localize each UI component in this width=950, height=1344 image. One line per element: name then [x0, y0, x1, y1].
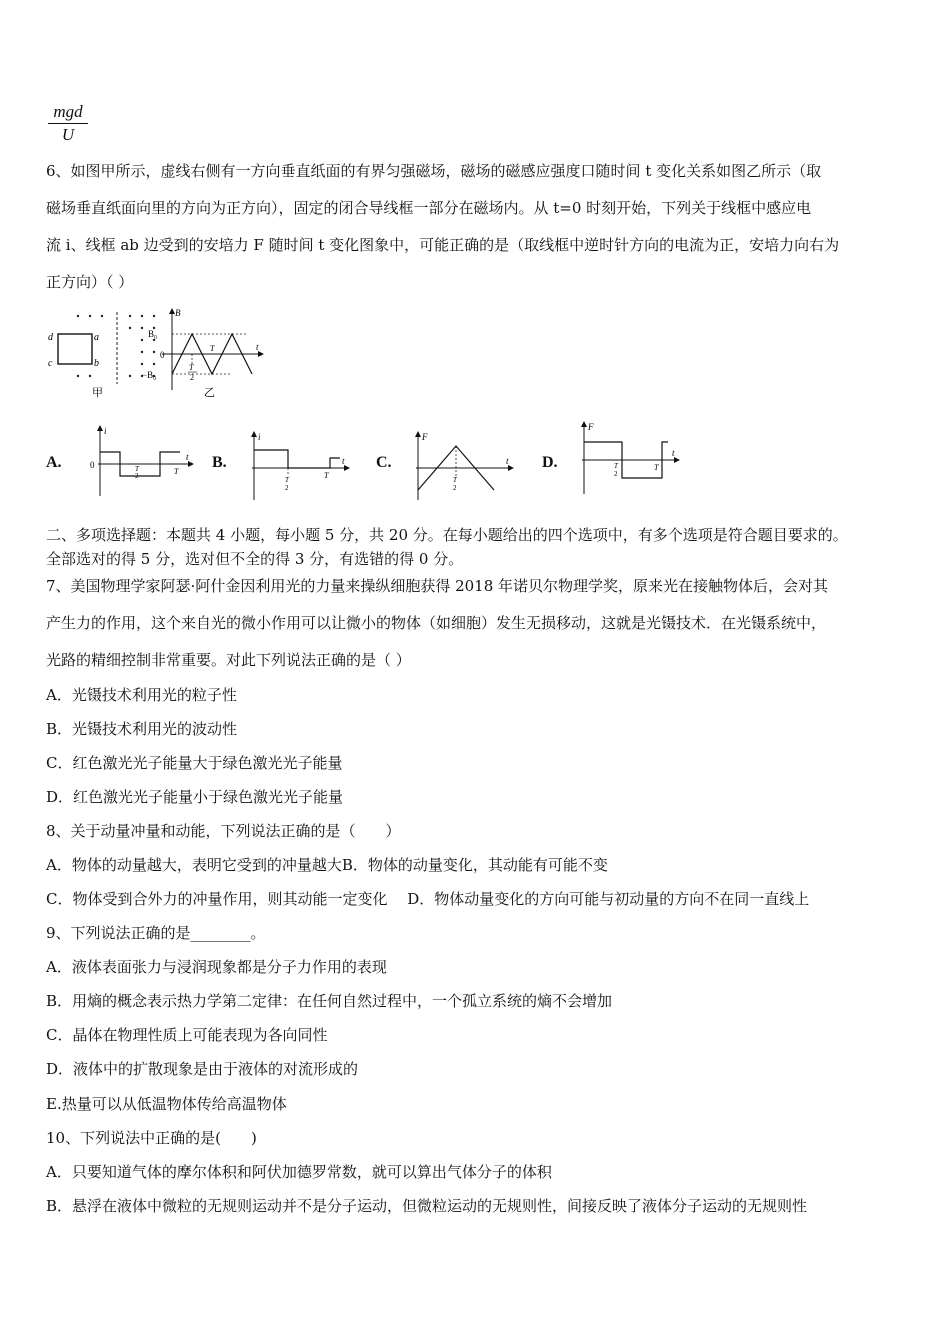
q10-option-b[interactable]: B．悬浮在液体中微粒的无规则运动并不是分子运动，但微粒运动的无规则性，间接反映了液体分子运动的无规则性	[46, 1197, 808, 1215]
q8-options-cd[interactable]: C．物体受到合外力的冲量作用，则其动能一定变化 D．物体动量变化的方向可能与初动量的方向不在同一直线上	[46, 890, 810, 908]
tick-half-num: T	[614, 462, 618, 470]
q6-figure	[44, 306, 274, 402]
q8-options-ab[interactable]: A．物体的动量越大，表明它受到的冲量越大B．物体的动量变化，其动能有可能不变	[46, 856, 608, 874]
q9-option-a[interactable]: A．液体表面张力与浸润现象都是分子力作用的表现	[46, 958, 387, 976]
q7-line-2: 产生力的作用，这个来自光的微小作用可以让微小的物体（如细胞）发生无损移动，这就是光镊技术．在光镊系统中，	[46, 614, 827, 632]
q10-stem: 10、下列说法中正确的是( )	[46, 1129, 257, 1147]
axis-t: t	[186, 452, 189, 462]
q6-option-c-graph[interactable]	[408, 430, 518, 502]
q6-option-d-graph[interactable]	[572, 420, 684, 496]
section2-line-2: 全部选对的得 5 分，选对但不全的得 3 分，有选错的得 0 分。	[46, 550, 464, 568]
q7-option-b[interactable]: B．光镊技术利用光的波动性	[46, 720, 238, 738]
q6-line-1: 6、如图甲所示，虚线右侧有一方向垂直纸面的有界匀强磁场，磁场的磁感应强度口随时间 t 变化关系如图乙所示（取	[46, 162, 822, 180]
q9-option-e[interactable]: E.热量可以从低温物体传给高温物体	[46, 1095, 287, 1113]
axis-i: i	[258, 432, 261, 442]
q6-option-a-graph[interactable]	[88, 424, 196, 500]
axis-i: i	[104, 426, 107, 436]
tick-T: T	[654, 463, 659, 472]
corner-a: a	[94, 332, 99, 343]
axis-t: t	[342, 456, 345, 466]
q6-option-b-label[interactable]: B.	[212, 454, 227, 471]
q7-option-a[interactable]: A．光镊技术利用光的粒子性	[46, 686, 237, 704]
q9-option-c[interactable]: C．晶体在物理性质上可能表现为各向同性	[46, 1026, 328, 1044]
fraction-denominator: U	[61, 125, 75, 144]
tick-T: T	[174, 467, 179, 476]
figure-a-label: 甲	[92, 387, 103, 399]
axis-b: B	[175, 308, 181, 318]
q9-option-b[interactable]: B．用熵的概念表示热力学第二定律：在任何自然过程中，一个孤立系统的熵不会增加	[46, 992, 613, 1010]
corner-b: b	[94, 358, 99, 369]
tick-half-num: T	[285, 476, 289, 484]
neg-b0-label: −B₀	[142, 370, 157, 380]
tick-half-num: T	[453, 476, 457, 484]
axis-f: F	[588, 422, 594, 432]
axis-f: F	[422, 432, 428, 442]
q7-line-1: 7、美国物理学家阿瑟·阿什金因利用光的力量来操纵细胞获得 2018 年诺贝尔物理学奖，原来光在接触物体后，会对其	[46, 577, 829, 595]
t-full: T	[210, 344, 215, 353]
zero-label: 0	[160, 350, 165, 360]
t-half-num: T	[189, 363, 194, 372]
q6-line-4: 正方向）（ ）	[46, 273, 134, 291]
q8-stem: 8、关于动量冲量和动能，下列说法正确的是（ ）	[46, 822, 401, 840]
tick-half-den: 2	[453, 484, 457, 492]
q6-option-b-graph[interactable]	[244, 430, 354, 502]
q6-option-d-label[interactable]: D.	[542, 454, 558, 471]
figure-b-label: 乙	[204, 387, 215, 399]
wire-loop	[58, 334, 92, 364]
corner-c: c	[48, 358, 53, 369]
corner-d: d	[48, 332, 53, 343]
tick-half-den: 2	[135, 472, 139, 480]
q10-option-a[interactable]: A．只要知道气体的摩尔体积和阿伏加德罗常数，就可以算出气体分子的体积	[46, 1163, 552, 1181]
b0-label: B₀	[148, 329, 158, 339]
q9-stem: 9、下列说法正确的是________。	[46, 924, 266, 942]
axis-t: t	[256, 342, 259, 352]
q6-line-3: 流 i、线框 ab 边受到的安培力 F 随时间 t 变化图象中，可能正确的是（取线框中逆时针方向的电流为正，安培力向右为	[46, 236, 840, 254]
t-half-den: 2	[190, 373, 194, 382]
q6-option-a-label[interactable]: A.	[46, 454, 62, 471]
tick-half-den: 2	[614, 470, 618, 478]
q6-line-2: 磁场垂直纸面向里的方向为正方向），固定的闭合导线框一部分在磁场内。从 t=0 时刻开始，下列关于线框中感应电	[46, 199, 812, 217]
origin: 0	[90, 460, 95, 470]
q7-option-c[interactable]: C．红色激光光子能量大于绿色激光光子能量	[46, 754, 343, 772]
q6-option-c-label[interactable]: C.	[376, 454, 392, 471]
q7-option-d[interactable]: D．红色激光光子能量小于绿色激光光子能量	[46, 788, 344, 806]
fraction-numerator: mgd	[48, 102, 88, 124]
tick-T: T	[324, 471, 329, 480]
axis-t: t	[672, 448, 675, 458]
tick-half-den: 2	[285, 484, 289, 492]
q9-option-d[interactable]: D．液体中的扩散现象是由于液体的对流形成的	[46, 1060, 359, 1078]
q7-line-3: 光路的精细控制非常重要。对此下列说法正确的是（ ）	[46, 651, 411, 669]
section2-line-1: 二、多项选择题：本题共 4 小题，每小题 5 分，共 20 分。在每小题给出的四个选项中，有多个选项是符合题目要求的。	[46, 526, 848, 544]
current-waveform	[254, 450, 340, 468]
answer-fraction	[48, 102, 88, 145]
tick-half-num: T	[135, 465, 139, 473]
axis-t: t	[506, 456, 509, 466]
